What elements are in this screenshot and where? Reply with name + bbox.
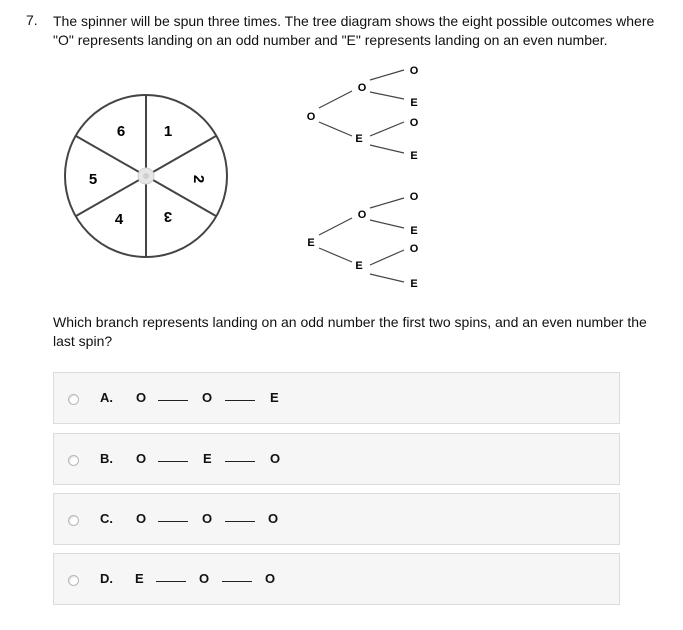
- tree-third-3: O: [409, 117, 419, 129]
- choice-b-step-2: E: [203, 451, 212, 466]
- choice-d-step-1: E: [135, 571, 144, 586]
- spinner-center-icon: [138, 168, 154, 184]
- choice-a-letter: A.: [100, 390, 113, 405]
- spinner-label-4: 4: [114, 211, 124, 228]
- choice-c-dash-2: [225, 521, 255, 522]
- choice-d-step-2: O: [199, 571, 210, 586]
- tree-first-E: E: [307, 237, 315, 249]
- spinner-label-2: 2: [190, 174, 207, 184]
- choice-d-step-3: O: [265, 571, 276, 586]
- choice-d-dash-1: [156, 581, 186, 582]
- question-prompt: Which branch represents landing on an odd number the first two spins, and an even number the last spin?: [53, 314, 647, 349]
- choice-b-dash-2: [225, 461, 255, 462]
- choice-b-radio[interactable]: [68, 455, 79, 466]
- choice-b[interactable]: [53, 433, 620, 485]
- tree-diagram: [319, 70, 404, 282]
- choice-b-letter: B.: [100, 451, 113, 466]
- choice-b-step-1: O: [136, 451, 147, 466]
- spinner-label-1: 1: [163, 123, 173, 140]
- tree-third-7: O: [409, 243, 419, 255]
- choice-b-dash-1: [158, 461, 188, 462]
- tree-third-6: E: [410, 225, 418, 237]
- choice-c-radio[interactable]: [68, 515, 79, 526]
- choice-d[interactable]: [53, 553, 620, 605]
- figure: [0, 0, 683, 300]
- tree-third-4: E: [410, 150, 418, 162]
- tree-second-O-bottom: O: [357, 209, 367, 221]
- choice-a-step-3: E: [270, 390, 279, 405]
- choice-c-step-2: O: [202, 511, 213, 526]
- choice-c-step-1: O: [136, 511, 147, 526]
- tree-second-E-top: E: [355, 133, 363, 145]
- spinner-label-3: 3: [163, 208, 173, 225]
- choice-a-dash-1: [158, 400, 188, 401]
- tree-second-E-bottom: E: [355, 260, 363, 272]
- tree-first-O: O: [306, 111, 316, 123]
- tree-second-O-top: O: [357, 82, 367, 94]
- choice-a[interactable]: [53, 372, 620, 424]
- spinner-label-5: 5: [88, 171, 98, 188]
- tree-third-2: E: [410, 97, 418, 109]
- choice-c-step-3: O: [268, 511, 279, 526]
- tree-third-8: E: [410, 278, 418, 290]
- choice-a-radio[interactable]: [68, 394, 79, 405]
- choice-d-radio[interactable]: [68, 575, 79, 586]
- spinner-label-6: 6: [116, 123, 126, 140]
- choice-c-letter: C.: [100, 511, 113, 526]
- choice-d-dash-2: [222, 581, 252, 582]
- choice-a-dash-2: [225, 400, 255, 401]
- choice-b-step-3: O: [270, 451, 281, 466]
- choice-c[interactable]: [53, 493, 620, 545]
- spinner: [65, 95, 227, 257]
- tree-third-5: O: [409, 191, 419, 203]
- choice-d-letter: D.: [100, 571, 113, 586]
- question-text: The spinner will be spun three times. The tree diagram shows the eight possible outcomes where "O" represents landing on an odd number and "E" represents landing on an even number.: [53, 13, 655, 48]
- tree-third-1: O: [409, 65, 419, 77]
- choice-a-step-2: O: [202, 390, 213, 405]
- question-number: 7.: [26, 12, 38, 28]
- choice-c-dash-1: [158, 521, 188, 522]
- choice-a-step-1: O: [136, 390, 147, 405]
